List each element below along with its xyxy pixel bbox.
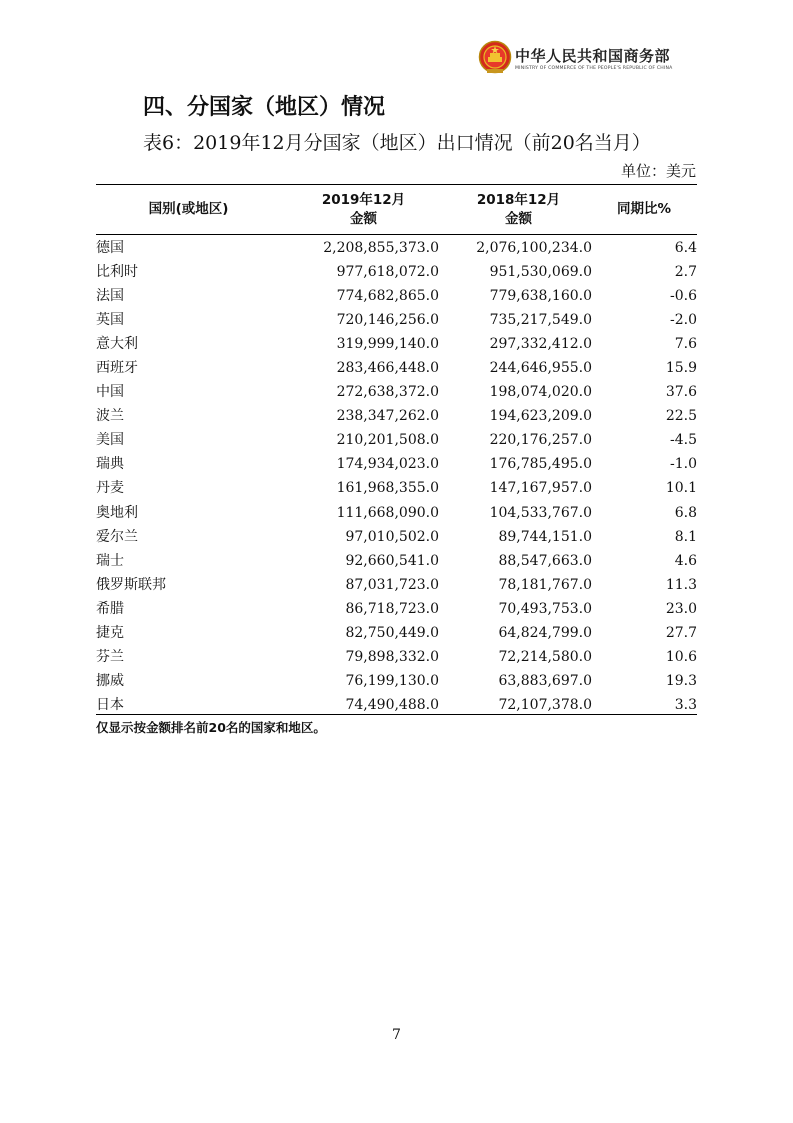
value-2019-cell: 774,682,865.0 — [336, 288, 439, 305]
value-2019-cell: 161,968,355.0 — [336, 480, 439, 497]
column-header-yoy: 同期比% — [616, 201, 672, 217]
national-emblem-icon — [478, 40, 512, 76]
yoy-cell: 27.7 — [665, 624, 697, 641]
yoy-cell: 10.6 — [665, 648, 697, 665]
table-row — [96, 308, 697, 332]
country-cell: 英国 — [96, 312, 124, 329]
table-row — [96, 236, 697, 260]
yoy-cell: 23.0 — [665, 600, 697, 617]
value-2018-cell: 2,076,100,234.0 — [476, 240, 592, 256]
country-cell: 意大利 — [96, 336, 138, 353]
yoy-cell: 19.3 — [665, 672, 697, 689]
country-cell: 法国 — [96, 288, 124, 305]
table-row — [96, 621, 697, 645]
value-2018-cell: 88,547,663.0 — [498, 552, 592, 569]
value-2018-cell: 89,744,151.0 — [498, 528, 592, 545]
column-header-2018 — [446, 185, 591, 234]
table-row — [96, 404, 697, 428]
footnote: 仅显示按金额排名前20名的国家和地区。 — [96, 720, 326, 735]
org-name: 中华人民共和国商务部 — [515, 47, 671, 65]
yoy-cell: 6.8 — [674, 504, 697, 521]
country-cell: 瑞士 — [96, 552, 124, 569]
table-row — [96, 549, 697, 573]
value-2019-cell: 82,750,449.0 — [345, 624, 439, 641]
column-header-2019 — [291, 185, 436, 234]
value-2018-cell: 244,646,955.0 — [489, 360, 592, 377]
column-header-2018-period: 2018年12月 — [476, 191, 561, 208]
country-cell: 波兰 — [96, 408, 124, 425]
value-2019-cell: 210,201,508.0 — [336, 432, 439, 449]
value-2019-cell: 977,618,072.0 — [336, 264, 439, 281]
table-row — [96, 693, 697, 717]
value-2019-cell: 2,208,855,373.0 — [323, 240, 439, 256]
table-row — [96, 669, 697, 693]
yoy-cell: 3.3 — [674, 696, 697, 713]
yoy-cell: 4.6 — [674, 552, 697, 569]
column-header-2019-period: 2019年12月 — [321, 191, 406, 208]
table-header — [96, 185, 697, 234]
value-2018-cell: 735,217,549.0 — [489, 312, 592, 329]
country-cell: 比利时 — [96, 264, 138, 281]
value-2018-cell: 78,181,767.0 — [498, 576, 592, 593]
yoy-cell: 22.5 — [665, 408, 697, 425]
value-2019-cell: 283,466,448.0 — [336, 360, 439, 377]
page-number: 7 — [392, 1027, 401, 1043]
value-2019-cell: 87,031,723.0 — [345, 576, 439, 593]
value-2018-cell: 63,883,697.0 — [498, 672, 592, 689]
table-row — [96, 476, 697, 500]
yoy-cell: 8.1 — [674, 528, 697, 545]
table-row — [96, 428, 697, 452]
unit-label: 单位：美元 — [620, 162, 696, 180]
value-2018-cell: 194,623,209.0 — [489, 408, 592, 425]
value-2018-cell: 64,824,799.0 — [498, 624, 592, 641]
column-header-2019-amount: 金额 — [350, 210, 377, 227]
value-2019-cell: 76,199,130.0 — [345, 672, 439, 689]
value-2018-cell: 951,530,069.0 — [489, 264, 592, 281]
table-title: 表6：2019年12月分国家（地区）出口情况（前20名当月） — [143, 132, 651, 154]
table-row — [96, 332, 697, 356]
country-cell: 芬兰 — [96, 648, 124, 665]
yoy-cell: 2.7 — [674, 264, 697, 281]
value-2019-cell: 238,347,262.0 — [336, 408, 439, 425]
table-header-rule — [96, 234, 697, 235]
table-row — [96, 525, 697, 549]
org-name-english: MINISTRY OF COMMERCE OF THE PEOPLE'S REPUBLIC OF CHINA — [515, 66, 673, 71]
country-cell: 奥地利 — [96, 504, 138, 521]
table-row — [96, 260, 697, 284]
value-2018-cell: 220,176,257.0 — [489, 432, 592, 449]
yoy-cell: 10.1 — [665, 480, 697, 497]
value-2018-cell: 779,638,160.0 — [489, 288, 592, 305]
table-row — [96, 573, 697, 597]
value-2019-cell: 92,660,541.0 — [345, 552, 439, 569]
country-cell: 捷克 — [96, 624, 124, 641]
table-row — [96, 284, 697, 308]
yoy-cell: 15.9 — [665, 360, 697, 377]
column-header-2018-amount: 金额 — [505, 210, 532, 227]
value-2019-cell: 79,898,332.0 — [345, 648, 439, 665]
country-cell: 希腊 — [96, 600, 124, 617]
table-body — [96, 236, 697, 717]
value-2018-cell: 198,074,020.0 — [489, 384, 592, 401]
value-2018-cell: 147,167,957.0 — [489, 480, 592, 497]
yoy-cell: -1.0 — [670, 456, 697, 473]
section-title: 四、分国家（地区）情况 — [143, 95, 386, 120]
value-2019-cell: 319,999,140.0 — [336, 336, 439, 353]
yoy-cell: -4.5 — [670, 432, 697, 449]
table-row — [96, 380, 697, 404]
value-2018-cell: 104,533,767.0 — [489, 504, 592, 521]
yoy-cell: 37.6 — [665, 384, 697, 401]
country-cell: 中国 — [96, 384, 124, 401]
yoy-cell: 6.4 — [674, 240, 697, 256]
value-2018-cell: 72,214,580.0 — [498, 648, 592, 665]
yoy-cell: 7.6 — [674, 336, 697, 353]
value-2019-cell: 174,934,023.0 — [336, 456, 439, 473]
value-2019-cell: 86,718,723.0 — [345, 600, 439, 617]
country-cell: 瑞典 — [96, 456, 124, 473]
column-header-country: 国别(或地区) — [148, 201, 229, 217]
country-cell: 丹麦 — [96, 480, 124, 497]
country-cell: 美国 — [96, 432, 124, 449]
yoy-cell: -2.0 — [670, 312, 697, 329]
value-2019-cell: 111,668,090.0 — [336, 504, 439, 521]
country-cell: 俄罗斯联邦 — [96, 576, 166, 593]
value-2019-cell: 720,146,256.0 — [336, 312, 439, 329]
country-cell: 挪威 — [96, 672, 124, 689]
table-row — [96, 452, 697, 476]
value-2018-cell: 297,332,412.0 — [489, 336, 592, 353]
yoy-cell: 11.3 — [665, 576, 697, 593]
table-row — [96, 501, 697, 525]
value-2019-cell: 272,638,372.0 — [336, 384, 439, 401]
table-row — [96, 597, 697, 621]
yoy-cell: -0.6 — [670, 288, 697, 305]
country-cell: 爱尔兰 — [96, 528, 138, 545]
value-2019-cell: 97,010,502.0 — [345, 528, 439, 545]
country-cell: 德国 — [96, 240, 124, 256]
value-2018-cell: 72,107,378.0 — [498, 696, 592, 713]
country-cell: 西班牙 — [96, 360, 138, 377]
value-2019-cell: 74,490,488.0 — [345, 696, 439, 713]
table-row — [96, 645, 697, 669]
country-cell: 日本 — [96, 696, 124, 713]
table-row — [96, 356, 697, 380]
value-2018-cell: 176,785,495.0 — [489, 456, 592, 473]
value-2018-cell: 70,493,753.0 — [498, 600, 592, 617]
